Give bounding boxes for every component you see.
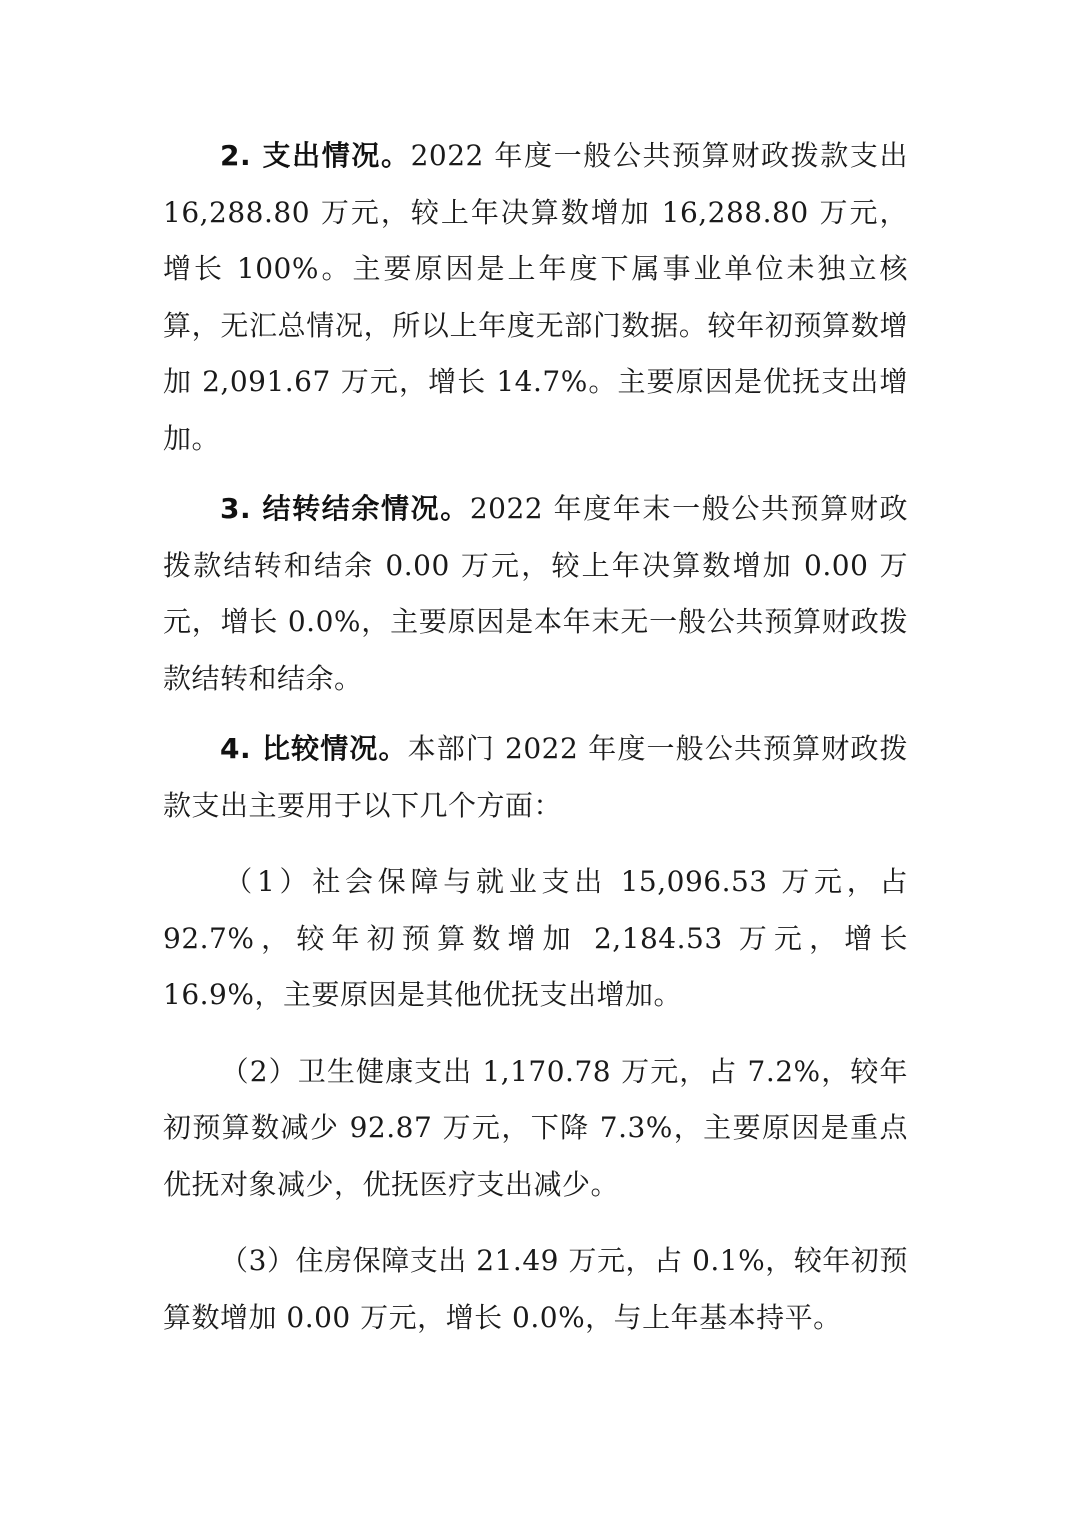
list-item (163, 1233, 908, 1346)
section-carryover (163, 481, 908, 707)
section-body: 本部门 2022 年度一般公共预算财政拨款支出主要用于以下几个方面： (163, 732, 909, 822)
section-expenditure (163, 128, 908, 467)
section-heading: 2. 支出情况。 (220, 139, 411, 172)
section-body: 2022 年度一般公共预算财政拨款支出 16,288.80 万元，较上年决算数增加 16,288.80 万元，增长 100%。主要原因是上年度下属事业单位未独立核算，无汇总情况，所以上年度无部门数据。较年初预算数增加 2,091.67 万元，增长 14.7%。主要原因是优抚支出增加。 (163, 139, 908, 455)
section-comparison (163, 721, 908, 834)
item-body: 卫生健康支出 1,170.78 万元，占 7.2%，较年初预算数减少 92.87 万元，下降 7.3%，主要原因是重点优抚对象减少，优抚医疗支出减少。 (163, 1054, 908, 1201)
section-heading: 4. 比较情况。 (220, 732, 408, 765)
list-item (163, 854, 908, 1024)
item-body: 住房保障支出 21.49 万元，占 0.1%，较年初预算数增加 0.00 万元，增长 0.0%，与上年基本持平。 (163, 1244, 908, 1334)
list-item (163, 1044, 908, 1214)
item-label: （1） (220, 865, 313, 898)
document-page (163, 128, 908, 1346)
item-body: 社会保障与就业支出 15,096.53 万元，占 92.7%，较年初预算数增加 2,184.53 万元，增长 16.9%，主要原因是其他优抚支出增加。 (163, 865, 908, 1011)
section-heading: 3. 结转结余情况。 (220, 492, 470, 525)
item-label: （2） (220, 1054, 298, 1088)
section-body: 2022 年度年末一般公共预算财政拨款结转和结余 0.00 万元，较上年决算数增加 0.00 万元，增长 0.0%，主要原因是本年末无一般公共预算财政拨款结转和结余。 (163, 492, 908, 695)
item-label: （3） (220, 1244, 296, 1277)
